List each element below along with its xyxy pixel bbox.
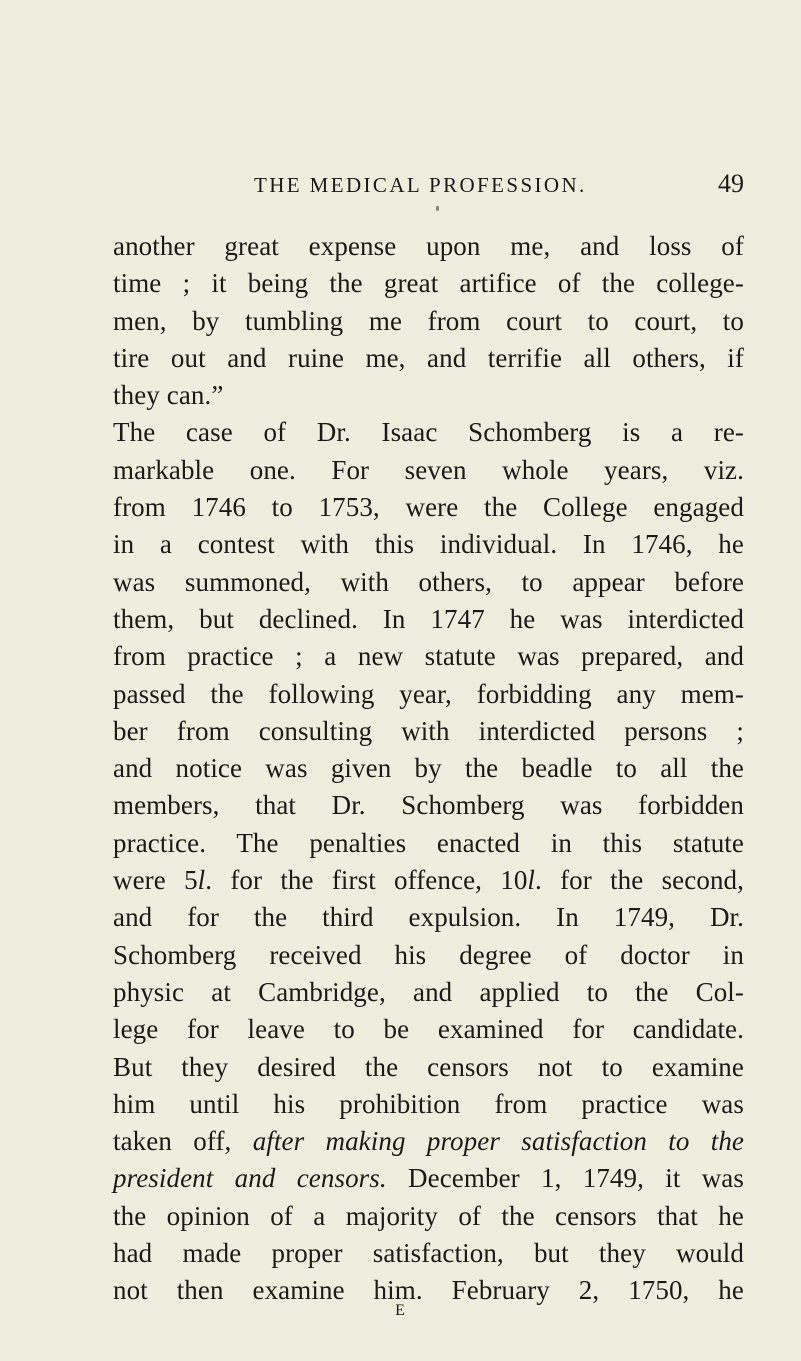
text-line: ber from consulting with interdicted persons ;	[113, 715, 744, 746]
text-line: in a contest with this individual. In 1746, he	[113, 529, 744, 560]
signature-mark: E	[395, 1302, 406, 1319]
text-line: members, that Dr. Schomberg was forbidden	[113, 790, 744, 821]
text-line: lege for leave to be examined for candidate.	[113, 1014, 744, 1045]
text-line: and notice was given by the beadle to all the	[113, 753, 744, 784]
page-number: 49	[718, 169, 744, 198]
pound-abbreviation: l	[527, 865, 536, 896]
text-line: were 5l. for the first offence, 10l. for the second,	[113, 865, 744, 896]
text-line: practice. The penalties enacted in this statute	[113, 827, 744, 858]
text-line: passed the following year, forbidding any mem-	[113, 678, 744, 709]
text-line: and for the third expulsion. In 1749, Dr.	[113, 902, 744, 933]
text-line: tire out and ruine me, and terrifie all others, if	[113, 342, 744, 373]
text-line: The case of Dr. Isaac Schomberg is a re-	[113, 417, 744, 448]
text-line: markable one. For seven whole years, viz.	[113, 454, 744, 485]
text-line: Schomberg received his degree of doctor in	[113, 939, 744, 970]
text-line: him until his prohibition from practice was	[113, 1088, 744, 1119]
running-head	[254, 170, 744, 204]
text-line: they can.”	[113, 380, 224, 411]
text-segment: taken off,	[113, 1126, 232, 1157]
text-line-mixed	[113, 1160, 744, 1197]
text-line: not then examine him. February 2, 1750, he	[113, 1275, 744, 1306]
running-title: THE MEDICAL PROFESSION.	[254, 173, 587, 197]
body-text	[113, 228, 744, 1310]
text-segment: December 1, 1749, it was	[408, 1163, 744, 1194]
text-line: from practice ; a new statute was prepared, and	[113, 641, 744, 672]
text-line: men, by tumbling me from court to court, to	[113, 305, 744, 336]
text-line: was summoned, with others, to appear before	[113, 566, 744, 597]
text-line: had made proper satisfaction, but they would	[113, 1238, 744, 1269]
pound-abbreviation: l	[197, 865, 206, 896]
text-line: time ; it being the great artifice of the college-	[113, 268, 744, 299]
paper-speck	[436, 206, 439, 211]
text-line: But they desired the censors not to examine	[113, 1051, 744, 1082]
italic-segment: after making proper satisfaction to the	[252, 1126, 744, 1157]
text-line: them, but declined. In 1747 he was interdicted	[113, 603, 744, 634]
text-line: physic at Cambridge, and applied to the Col-	[113, 976, 744, 1007]
text-line: another great expense upon me, and loss of	[113, 231, 744, 261]
italic-segment: president and censors.	[113, 1163, 387, 1194]
text-line-mixed	[113, 1123, 744, 1160]
text-line: the opinion of a majority of the censors that he	[113, 1200, 744, 1231]
text-line: from 1746 to 1753, were the College engaged	[113, 492, 744, 523]
